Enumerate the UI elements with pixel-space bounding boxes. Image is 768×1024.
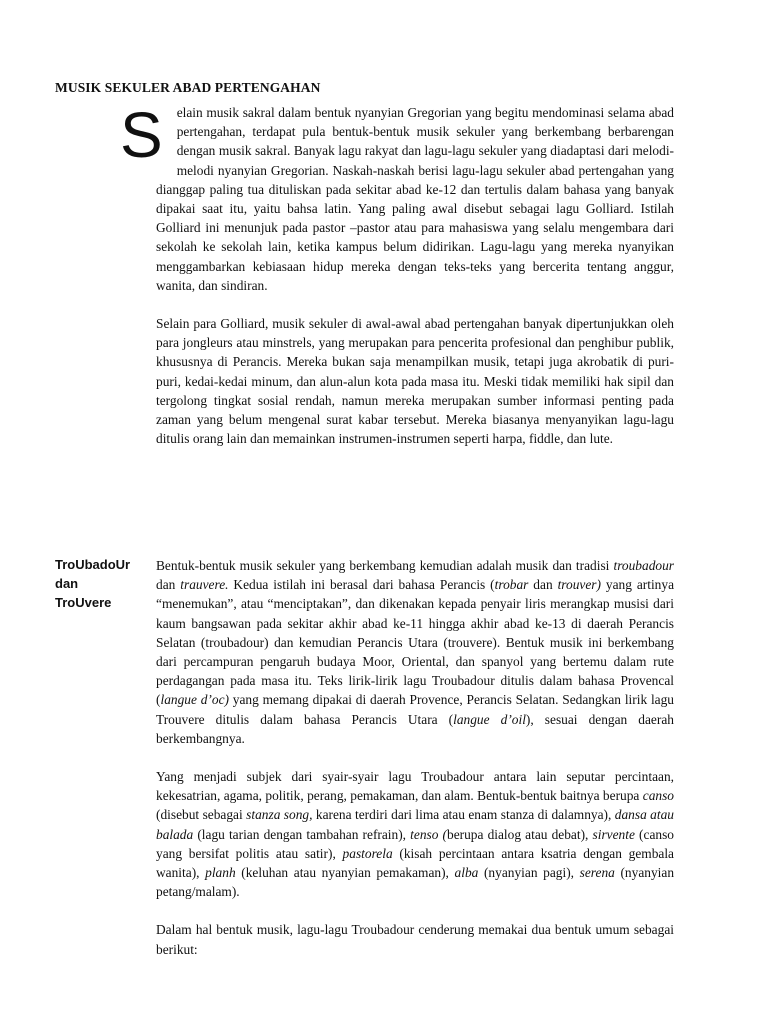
side-label-line-1: TroUbadoUr (55, 557, 131, 572)
p3-italic-2: trauvere. (180, 577, 229, 593)
p3-text-d: dan (528, 577, 558, 593)
p4-italic-8: alba (454, 865, 479, 881)
p3-italic-4: trouver) (557, 577, 601, 593)
p4-italic-1: canso (642, 788, 674, 804)
p3-text-a: Bentuk-bentuk musik sekuler yang berkembang kemudian adalah musik dan tradisi (156, 558, 614, 573)
p4-text-g: (kisah percintaan antara ksatria dengan gembala wanita), (156, 845, 674, 881)
p3-text-f: yang memang dipakai di daerah Provence, Perancis Selatan. Sedangkan lirik lagu Trouvere ditulis dalam bahasa Perancis Utara ( (156, 692, 675, 727)
p4-italic-6: pastorela (342, 845, 393, 861)
p3-italic-1: troubadour (613, 558, 674, 573)
p3-italic-3: trobar (494, 577, 529, 593)
p4-italic-3: dansa atau balada (156, 807, 674, 842)
p3-italic-5: langue d’oc) (160, 692, 229, 708)
p4-italic-9: serena (579, 865, 615, 881)
paragraph-3 (156, 556, 674, 748)
p3-italic-6: langue d’oil (453, 711, 526, 727)
side-label-line-3: TroUvere (55, 595, 112, 610)
p3-text-b: dan (156, 577, 181, 593)
p4-text-d: (lagu tarian dengan tambahan refrain), (193, 826, 411, 842)
paragraph-5: Dalam hal bentuk musik, lagu-lagu Troubadour cenderung memakai dua bentuk umum sebagai berikut: (156, 922, 674, 957)
side-label-troubadour (55, 555, 145, 612)
paragraph-1 (120, 99, 674, 295)
p3-text-g: ), sesuai dengan daerah berkembangnya. (156, 711, 674, 746)
p4-italic-5: sirvente (592, 826, 635, 842)
p4-text-j: (nyanyian petang/malam). (156, 865, 675, 900)
p4-text-i: (nyanyian pagi), (478, 865, 580, 881)
paragraph-1-text: elain musik sakral dalam bentuk nyanyian Gregorian yang begitu mendominasi selama abad pertengahan, terdapat pula bentuk-bentuk musik sekuler yang berkembang berbarengan dengan musik sakral. Banyak lagu rakyat dan lagu-lagu sekuler yang diadaptasi dari melodi-melodi nyanyian Gregorian. Naskah-naskah berisi lagu-lagu sekuler abad pertengahan yang dianggap paling tua dituliskan pada sekitar abad ke-12 dan tertulis dalam bahasa yang banyak dipakai saat itu, yaitu bahsa latin. Yang paling awal disebut sebagai lagu Golliard. Istilah Golliard ini menunjuk pada pastor –pastor atau para mahasiswa yang selalu mengembara dari sekolah ke sekolah lain, ketika kampus belum didirikan. Lagu-lagu yang mereka nyanyikan menggambarkan kebiasaan hidup mereka dengan teks-teks yang bercerita tentang anggur, wanita, dan sindiran. (156, 105, 674, 293)
paragraph-2: Selain para Golliard, musik sekuler di awal-awal abad pertengahan banyak dipertunjukkan oleh para jongleurs atau minstrels, yang merupakan para pencerita profesional dan penghibur publik, khususnya di Perancis. Mereka bukan saja menampilkan musik, tetapi juga akrobatik di puri-puri, kedai-kedai minum, dan alun-alun kota pada masa itu. Meski tidak memiliki hak sipil dan tergolong tingkat sosial rendah, namun mereka merupakan sumber informasi penting pada zaman yang belum mengenal surat kabar tersebut. Mereka biasanya menyanyikan lagu-lagu ditulis orang lain dan memainkan instrumen-instrumen seperti harpa, fiddle, dan lute. (156, 316, 674, 447)
drop-cap: S (120, 99, 163, 171)
p4-text-e: berupa dialog atau debat), (447, 826, 593, 842)
section-troubadour (156, 556, 674, 978)
p4-text-h: (keluhan atau nyanyian pemakaman), (235, 865, 455, 881)
section-intro (120, 99, 674, 467)
p3-text-c: Kedua istilah ini berasal dari bahasa Perancis ( (228, 577, 495, 593)
p4-italic-7: planh (205, 865, 236, 881)
page-title: MUSIK SEKULER ABAD PERTENGAHAN (55, 80, 321, 95)
p4-italic-4: tenso ( (410, 826, 448, 842)
paragraph-4 (156, 767, 674, 901)
p4-italic-2: stanza song, (246, 807, 313, 823)
p4-text-c: karena terdiri dari lima atau enam stanza di dalamnya), (312, 807, 615, 823)
p4-text-f: (canso yang bersifat politis atau satir), (156, 826, 674, 861)
p3-text-e: yang artinya “menemukan”, atau “menciptakan”, dan dikenakan kepada penyair liris merangkap musisi dari kaum bangsawan pada sekitar akhir abad ke-11 hingga akhir abad ke-13 di daerah Perancis Selatan (troubadour) dan kemudian Perancis Utara (trouvere). Bentuk musik ini berkembang dari percampuran pengaruh budaya Moor, Oriental, dan spanyol yang bertemu dalam rute perdagangan pada masa itu. Teks lirik-lirik lagu Troubadour ditulis dalam bahasa Provencal ( (156, 577, 675, 708)
side-label-line-2: dan (55, 576, 79, 591)
p4-text-b: (disebut sebagai (156, 807, 247, 823)
p4-text-a: Yang menjadi subjek dari syair-syair lagu Troubadour antara lain seputar percintaan, kekesatrian, agama, politik, perang, pemakaman, dan alam. Bentuk-bentuk baitnya berupa (156, 769, 674, 804)
